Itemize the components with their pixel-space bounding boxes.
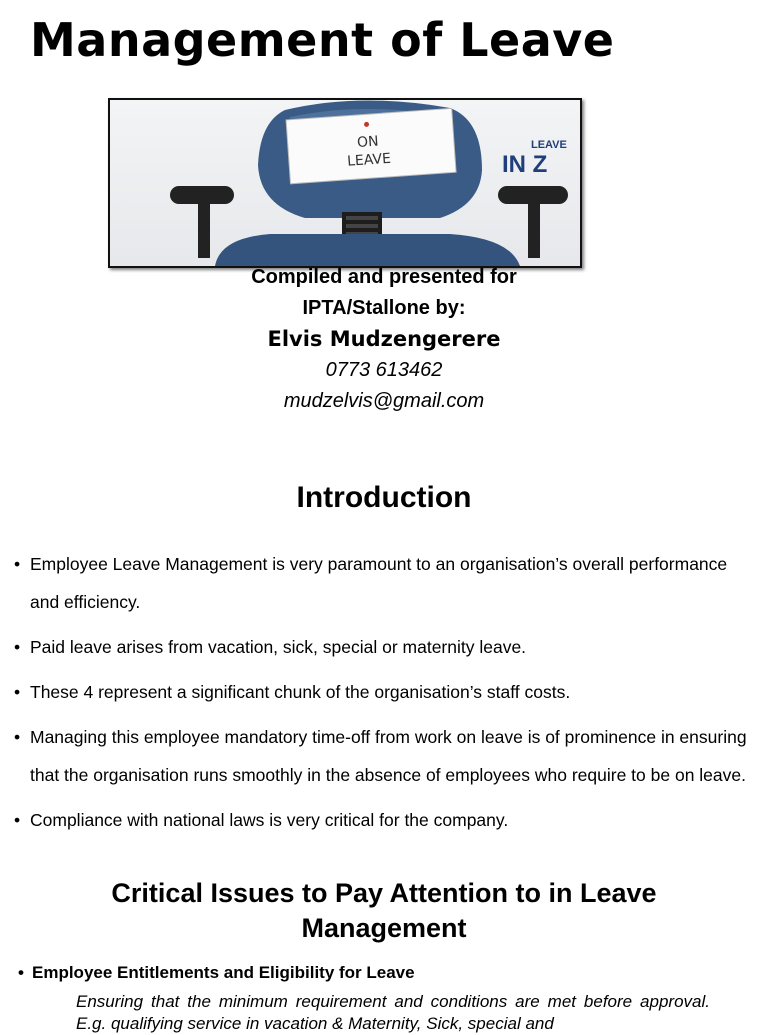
right-armrest (498, 186, 568, 204)
credits-line-2: IPTA/Stallone by: (302, 297, 466, 319)
on-leave-sign (286, 108, 456, 183)
entitlements-sub-heading: • Employee Entitlements and Eligibility for Leave (16, 963, 415, 983)
intro-bullet-4: • Managing this employee mandatory time-off from work on leave is of prominence in ensuring that the organisation runs smoothly in the absence of employees who require to be on leave. (0, 718, 750, 794)
page-title: Management of Leave (30, 13, 615, 67)
sign-text-leave: LEAVE (346, 150, 392, 170)
office-chair-illustration (110, 100, 580, 266)
critical-issues-heading (0, 876, 768, 946)
presenter-phone: 0773 613462 (325, 359, 443, 381)
on-leave-banner-image (108, 98, 582, 268)
introduction-bullet-list (0, 545, 750, 839)
intro-bullet-2: • Paid leave arises from vacation, sick, special or maternity leave. (0, 628, 750, 666)
credits-block (0, 262, 768, 417)
banner-side-large-text: IN Z (502, 151, 548, 178)
intro-bullet-1: • Employee Leave Management is very paramount to an organisation’s overall performance and efficiency. (0, 545, 750, 621)
left-armrest (170, 186, 234, 204)
presenter-name: Elvis Mudzengerere (267, 327, 501, 351)
banner-side-small-text: LEAVE (531, 139, 567, 151)
presenter-email: mudzelvis@gmail.com (283, 390, 485, 412)
critical-heading-line-2: Management (301, 913, 467, 943)
critical-heading-line-1: Critical Issues to Pay Attention to in Leave (111, 878, 657, 908)
sign-text-on: ON (356, 133, 380, 152)
introduction-heading: Introduction (296, 481, 472, 514)
intro-bullet-5: • Compliance with national laws is very critical for the company. (0, 801, 750, 839)
entitlements-paragraph: Ensuring that the minimum requirement and conditions are met before approval. E.g. qualifying service in vacation & Maternity, Sick, special and (76, 992, 710, 1033)
intro-bullet-3: • These 4 represent a significant chunk of the organisation’s staff costs. (0, 673, 750, 711)
credits-line-1: Compiled and presented for (251, 266, 517, 288)
